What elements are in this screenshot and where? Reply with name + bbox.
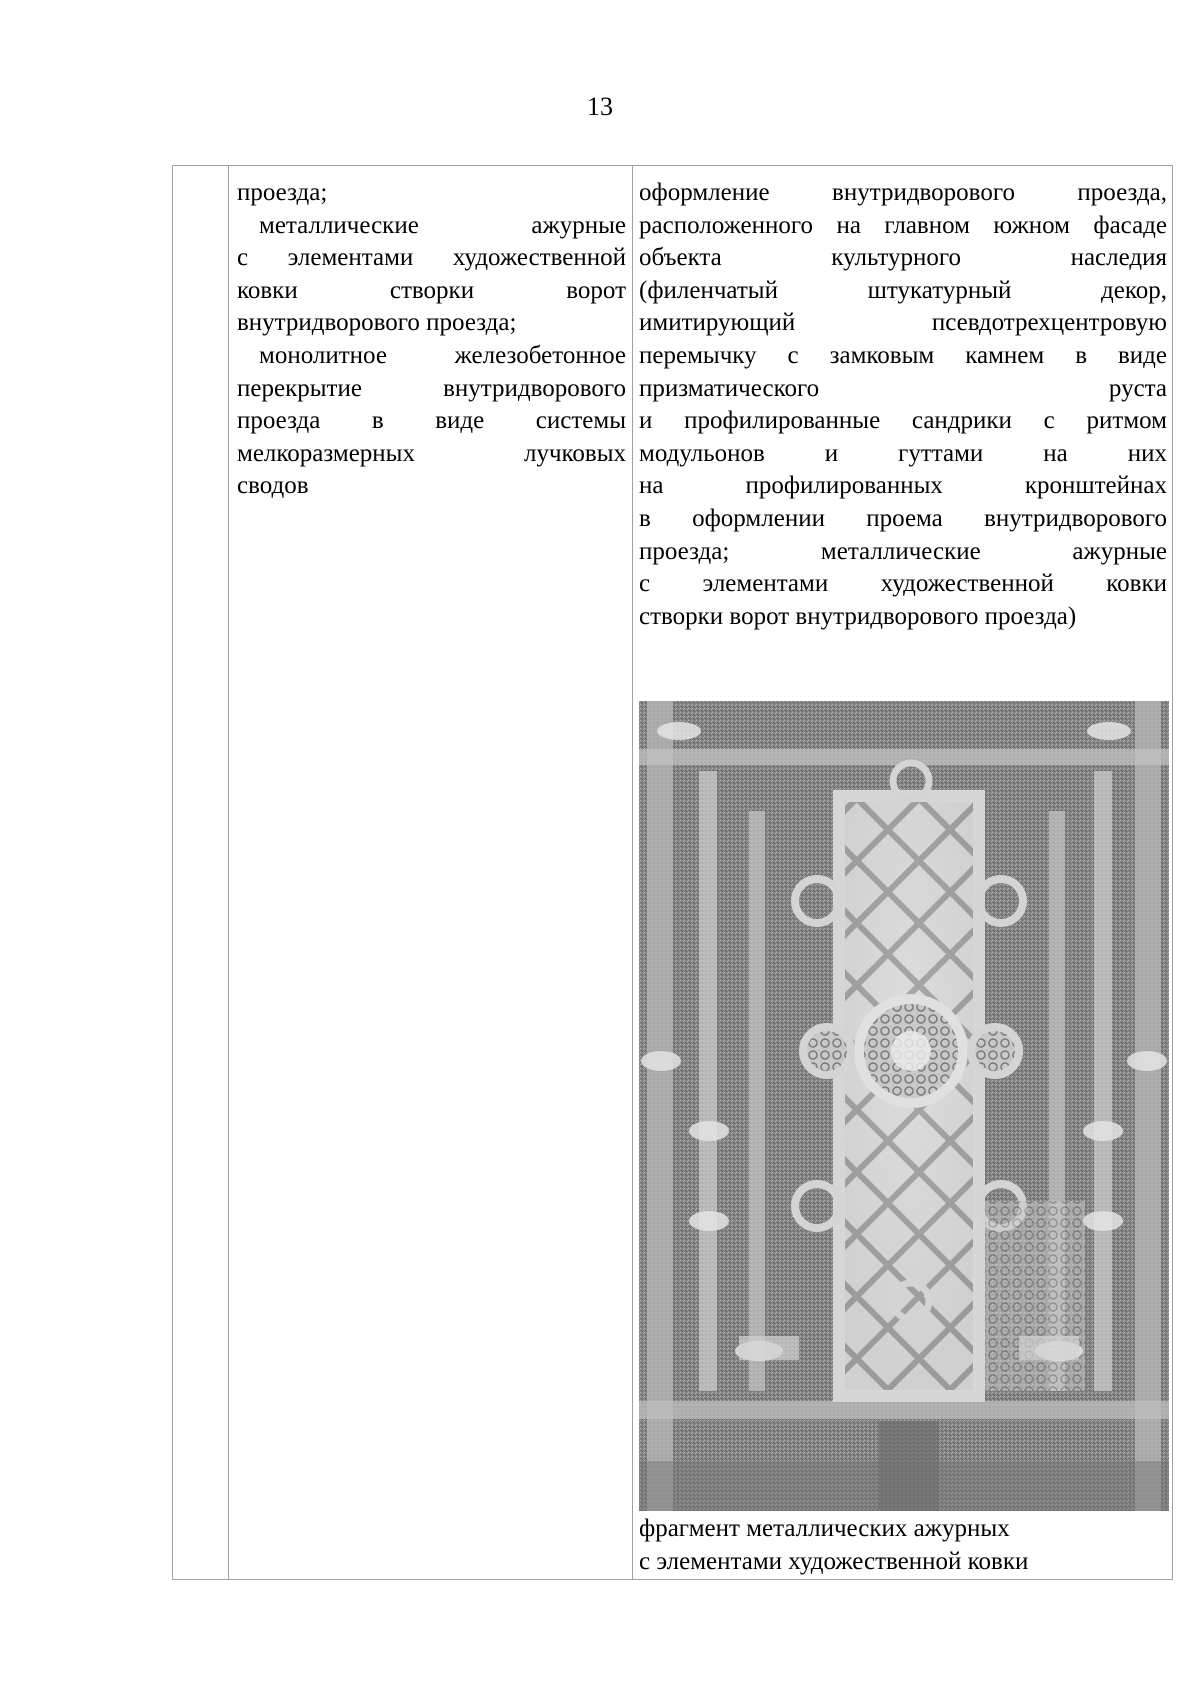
text-line: модульонов и гуттами на них bbox=[639, 439, 1167, 467]
photo-caption bbox=[633, 1511, 1172, 1578]
text-line: створки ворот внутридворового проезда) bbox=[639, 602, 1077, 630]
text-line: мелкоразмерных лучковых bbox=[237, 439, 626, 467]
elements-cell bbox=[229, 166, 633, 1580]
content-table bbox=[172, 165, 1173, 1580]
caption-line-2: с элементами художественной ковки bbox=[639, 1547, 1029, 1575]
text-line: сводов bbox=[237, 472, 309, 500]
text-line: монолитное железобетонное bbox=[259, 341, 626, 369]
text-line: проезда в виде системы bbox=[237, 407, 626, 435]
page-number: 13 bbox=[587, 92, 613, 121]
description-text bbox=[633, 166, 1172, 633]
text-line: металлические ажурные bbox=[259, 211, 626, 239]
text-line: перемычку с замковым камнем в виде bbox=[639, 341, 1167, 369]
text-line: на профилированных кронштейнах bbox=[639, 472, 1167, 500]
caption-line-1: фрагмент металлических ажурных bbox=[639, 1515, 1010, 1543]
text-line: перекрытие внутридворового bbox=[237, 374, 626, 402]
number-cell bbox=[173, 166, 229, 1580]
gate-photo bbox=[639, 701, 1169, 1511]
text-line: внутридворового проезда; bbox=[237, 309, 517, 337]
text-line: и профилированные сандрики с ритмом bbox=[639, 407, 1167, 435]
text-line: объекта культурного наследия bbox=[639, 244, 1167, 272]
text-line: проезда; bbox=[237, 179, 328, 206]
table-row bbox=[173, 166, 1173, 1580]
description-cell bbox=[633, 166, 1173, 1580]
text-line: ковки створки ворот bbox=[237, 276, 626, 304]
elements-text bbox=[229, 166, 632, 503]
text-line: с элементами художественной ковки bbox=[639, 570, 1167, 598]
text-line: (филенчатый штукатурный декор, bbox=[639, 276, 1167, 304]
text-line: призматического руста bbox=[639, 374, 1167, 402]
text-line: имитирующий псевдотрехцентровую bbox=[639, 309, 1167, 337]
text-line: оформление внутридворового проезда, bbox=[639, 179, 1167, 206]
text-line: в оформлении проема внутридворового bbox=[639, 504, 1167, 532]
text-line: расположенного на главном южном фасаде bbox=[639, 211, 1167, 239]
text-line: с элементами художественной bbox=[237, 244, 626, 272]
text-line: проезда; металлические ажурные bbox=[639, 537, 1167, 565]
